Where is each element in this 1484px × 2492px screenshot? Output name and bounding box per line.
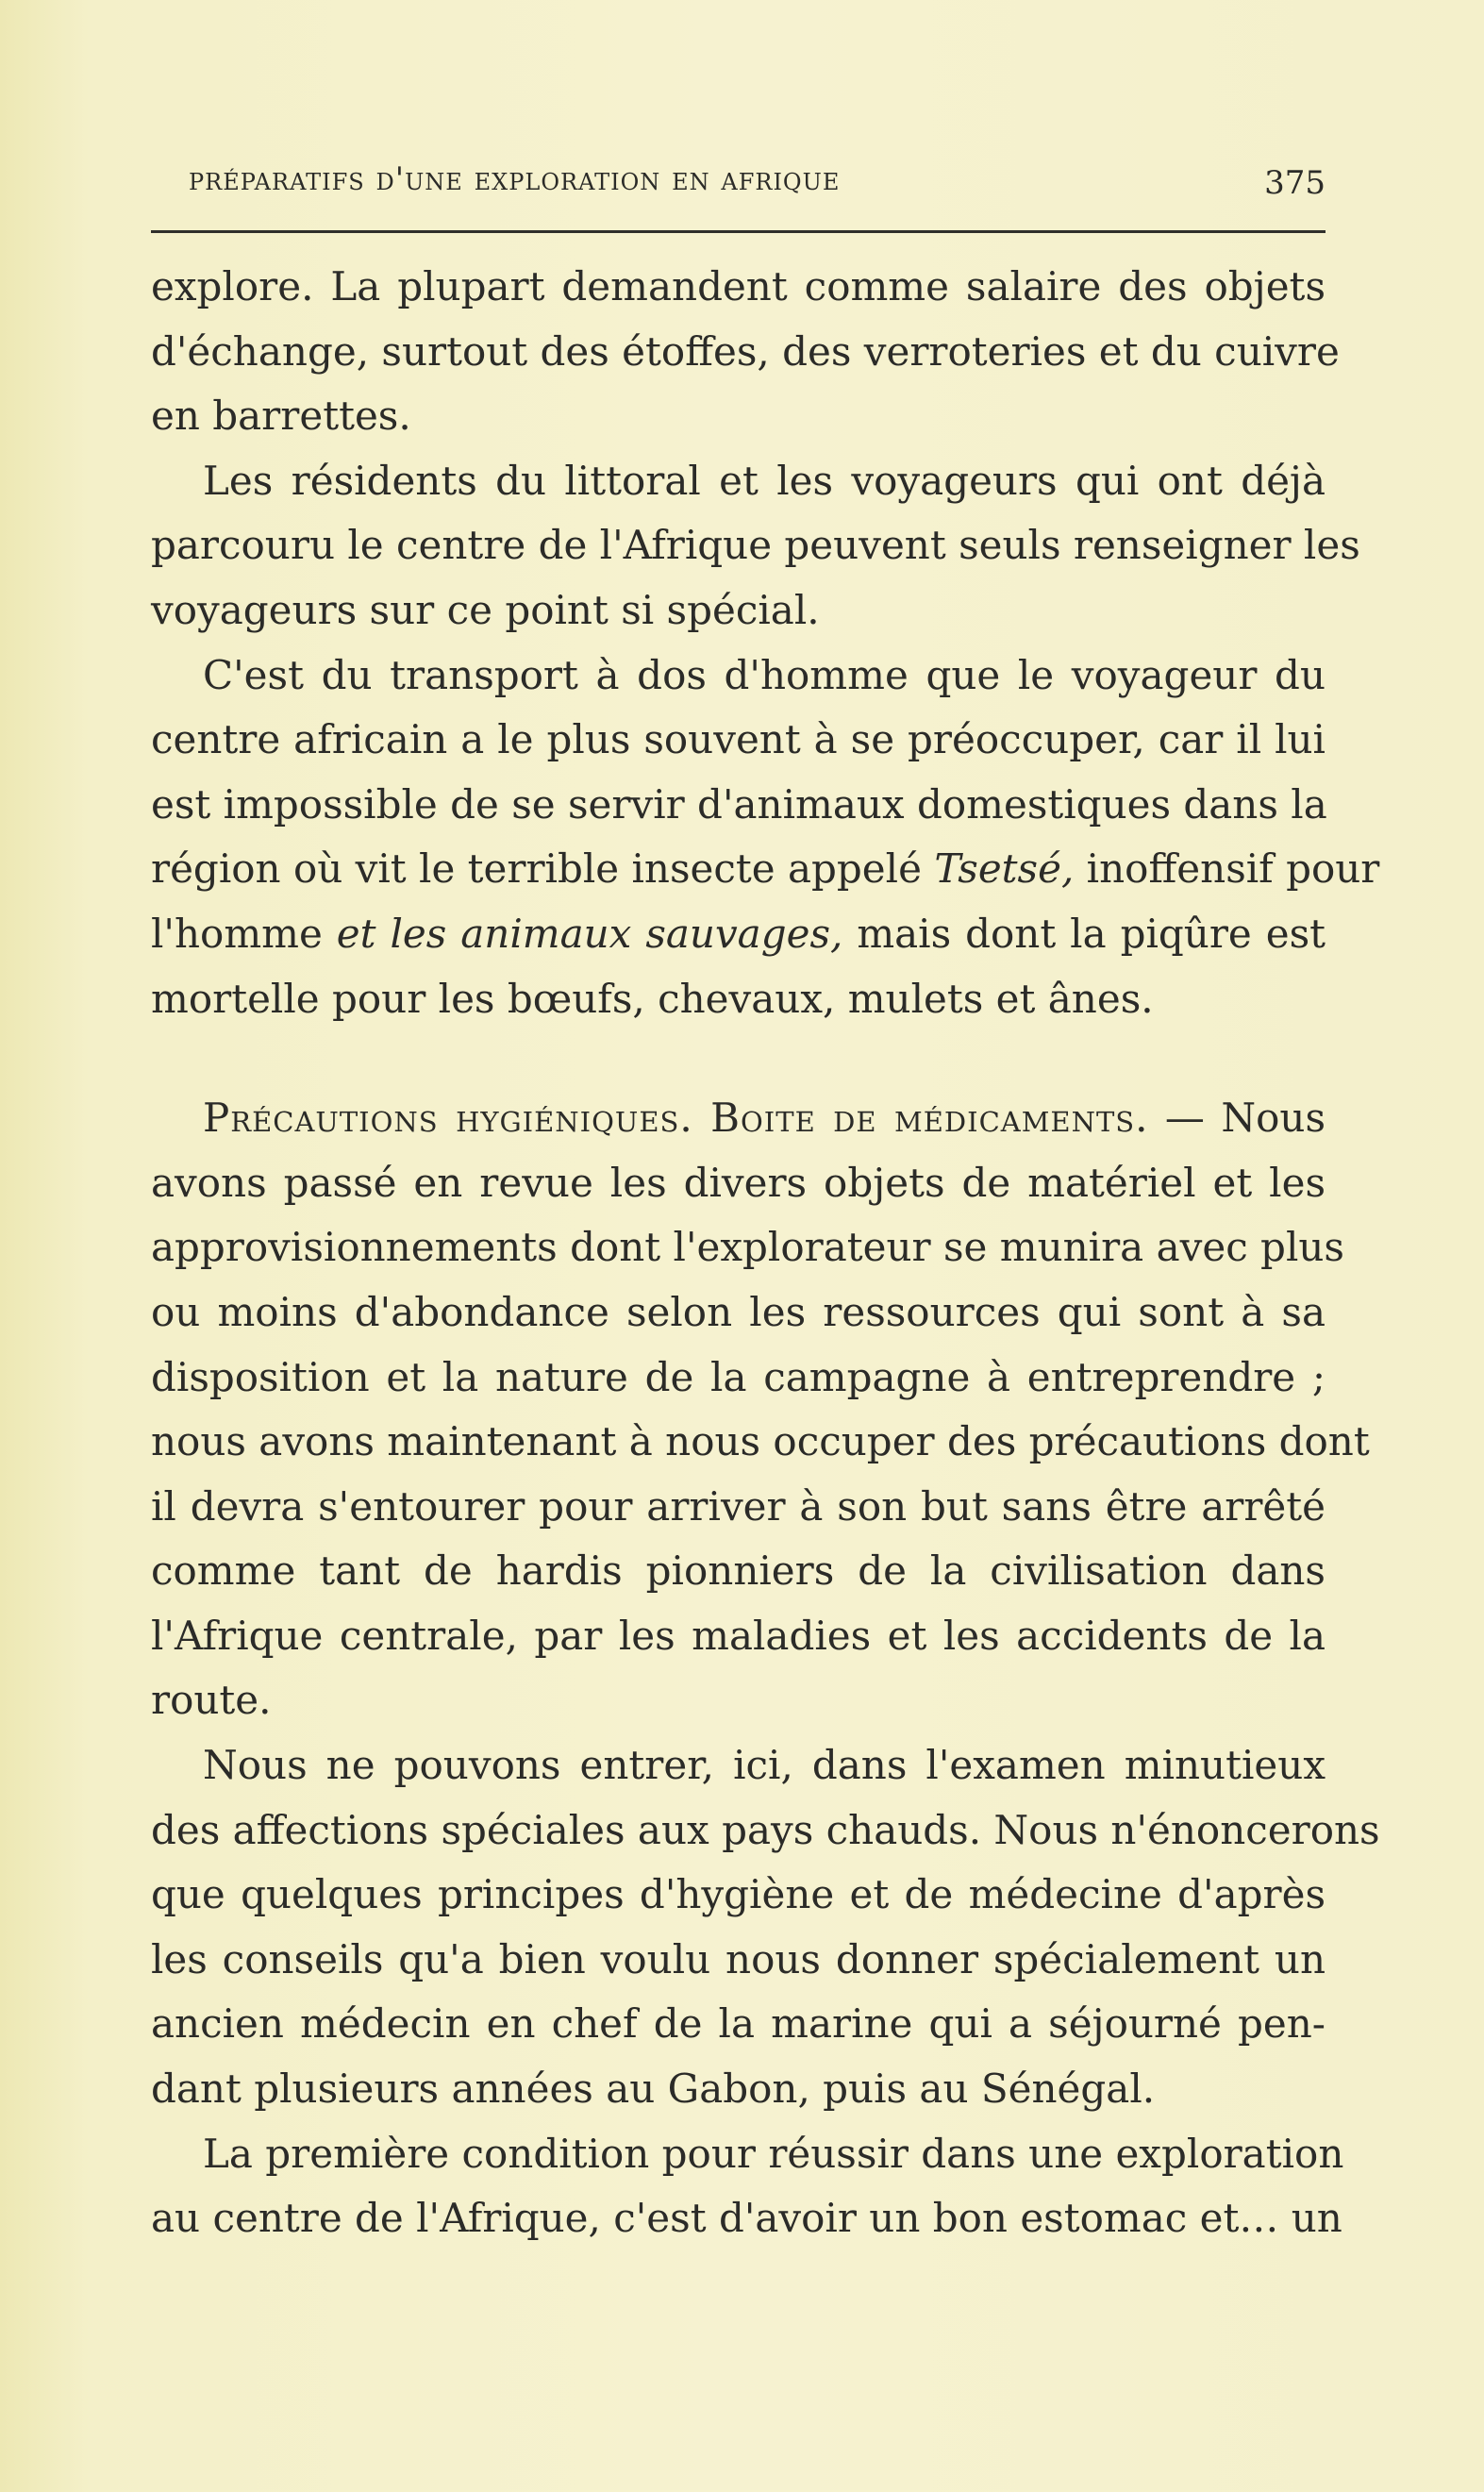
header-rule: [151, 230, 1326, 233]
text-line: l'Afrique centrale, par les maladies et les accidents de la: [151, 1612, 1326, 1659]
text-line: dant plusieurs années au Gabon, puis au Sénégal.: [151, 2066, 1156, 2113]
text-line: route.: [151, 1677, 272, 1724]
text-line: que quelques principes d'hygiène et de médecine d'après: [151, 1871, 1326, 1918]
text-line: en barrettes.: [151, 393, 411, 440]
text-line: [151, 837, 1380, 902]
text-line: C'est du transport à dos d'homme que le voyageur du: [203, 651, 1326, 698]
page-number: 375: [1264, 164, 1326, 202]
text-span: inoffensif pour: [1074, 845, 1380, 893]
text-line: La première condition pour réussir dans une exploration: [203, 2130, 1344, 2177]
text-line: avons passé en revue les divers objets de matériel et les: [151, 1159, 1326, 1206]
text-line: voyageurs sur ce point si spécial.: [151, 586, 820, 633]
text-span: région où vit le terrible insecte appelé: [151, 845, 935, 893]
text-line: au centre de l'Afrique, c'est d'avoir un bon estomac et… un: [151, 2195, 1342, 2242]
text-span: mais dont la piqûre est: [842, 910, 1326, 957]
text-line: [151, 1086, 1326, 1151]
text-line: Nous ne pouvons entrer, ici, dans l'examen minutieux: [203, 1742, 1326, 1789]
text-line: explore. La plupart demandent comme salaire des objets: [151, 263, 1326, 309]
section-heading: Précautions hygiéniques. Boite de médicaments.: [203, 1095, 1149, 1142]
text-line: des affections spéciales aux pays chauds. Nous n'énoncerons: [151, 1806, 1380, 1853]
text-line: il devra s'entourer pour arriver à son but sans être arrêté: [151, 1482, 1326, 1530]
text-line: parcouru le centre de l'Afrique peuvent seuls renseigner les: [151, 522, 1360, 569]
text-line: mortelle pour les bœufs, chevaux, mulets et ânes.: [151, 975, 1154, 1022]
text-line: ou moins d'abondance selon les ressources qui sont à sa: [151, 1288, 1326, 1335]
running-title: préparatifs d'une exploration en afrique: [189, 160, 841, 198]
text-line: Les résidents du littoral et les voyageurs qui ont déjà: [203, 457, 1326, 504]
body-text: [151, 255, 1380, 2251]
text-span: — Nous: [1148, 1095, 1326, 1142]
text-line: ancien médecin en chef de la marine qui a séjourné pen-: [151, 2000, 1326, 2048]
text-span: l'homme: [151, 910, 337, 957]
text-line: d'échange, surtout des étoffes, des verroteries et du cuivre: [151, 327, 1340, 375]
section-gap: [151, 1031, 1326, 1086]
text-line: centre africain a le plus souvent à se préoccuper, car il lui: [151, 716, 1326, 763]
text-line: les conseils qu'a bien voulu nous donner spécialement un: [151, 1935, 1326, 1982]
page-header: [151, 160, 1326, 217]
text-line: [151, 902, 1326, 967]
text-line: nous avons maintenant à nous occuper des précautions dont: [151, 1418, 1370, 1465]
text-line: approvisionnements dont l'explorateur se munira avec plus: [151, 1224, 1344, 1271]
italic-term: Tsetsé,: [934, 845, 1075, 893]
italic-phrase: et les animaux sauvages,: [336, 910, 843, 957]
text-line: comme tant de hardis pionniers de la civilisation dans: [151, 1547, 1326, 1595]
text-line: disposition et la nature de la campagne à entreprendre ;: [151, 1353, 1326, 1400]
text-line: est impossible de se servir d'animaux domestiques dans la: [151, 780, 1327, 828]
